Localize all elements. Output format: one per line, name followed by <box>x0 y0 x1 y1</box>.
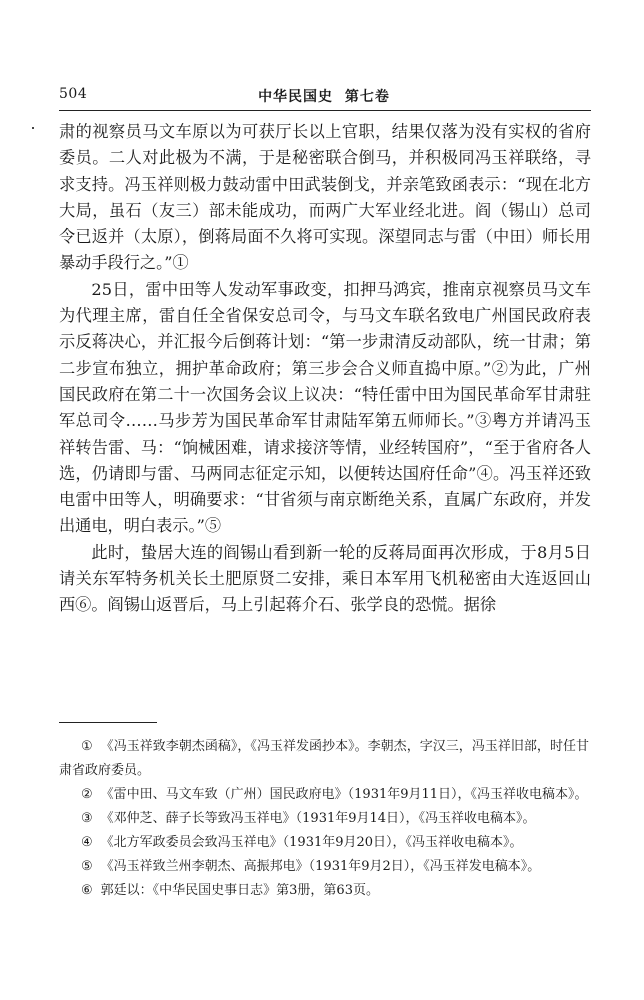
footnote <box>59 879 589 903</box>
footnote-mark: ⑤ <box>81 859 93 874</box>
footnote-text: 《冯玉祥致兰州李朝杰、高振邦电》（1931年9月2日），《冯玉祥发电稿本》。 <box>100 859 541 874</box>
footnote-text: 《北方军政委员会致冯玉祥电》（1931年9月20日），《冯玉祥收电稿本》。 <box>100 835 523 850</box>
footnote <box>59 807 589 831</box>
page-header <box>59 86 589 106</box>
footnote-mark: ⑥ <box>81 883 93 898</box>
footnote-separator <box>59 722 157 723</box>
footnote <box>59 783 589 807</box>
paragraph: 此时，蛰居大连的阎锡山看到新一轮的反蒋局面再次形成，于8月5日请关东军特务机关长土肥原贤二安排，乘日本军用飞机秘密由大连返回山西⑥。阎锡山返晋后，马上引起蒋介石、张学良的恐慌。据徐 <box>59 542 591 615</box>
paragraph: 25日，雷中田等人发动军事政变，扣押马鸿宾，推南京视察员马文车为代理主席，雷自任全省保安总司令，与马文车联名致电广州国民政府表示反蒋决心，并汇报今后倒蒋计划：“第一步肃清反动部队，统一甘肃；第二步宣布独立，拥护革命政府；第三步会合义师直捣中原。”②为此，广州国民政府在第二十一次国务会议上议决：“特任雷中田为国民革命军甘肃驻军总司令……马步芳为国民革命军甘肃陆军第五师师长。”③粤方并请冯玉祥转告雷、马：“饷械困难，请求接济等情，业经转国府”，“至于省府各人选，仍请即与雷、马两同志征定示知，以便转达国府任命”④。冯玉祥还致电雷中田等人，明确要求：“甘省须与南京断绝关系，直属广东政府，并发出通电，明白表示。”⑤ <box>59 279 591 536</box>
footnote <box>59 855 589 879</box>
running-title: 中华民国史 第七卷 <box>258 89 390 105</box>
footnote <box>59 831 589 855</box>
paragraph-continued: 肃的视察员马文车原以为可获厅长以上官职，结果仅落为没有实权的省府委员。二人对此极为不满，于是秘密联合倒马，并积极同冯玉祥联络，寻求支持。冯玉祥则极力鼓动雷中田武装倒戈，并亲笔致函表示：“现在北方大局，虽石（友三）部未能成功，而两广大军业经北进。阎（锡山）总司令已返并（太原），倒蒋局面不久将可实现。深望同志与雷（中田）师长用暴动手段行之。”① <box>59 122 591 273</box>
body-text <box>59 119 591 619</box>
page-number: 504 <box>59 86 88 102</box>
header-rule <box>59 110 591 111</box>
footnote-text: 郭廷以：《中华民国史事日志》第3册，第63页。 <box>100 883 379 898</box>
footnote-text: 《邓仲芝、薛子长等致冯玉祥电》（1931年9月14日），《冯玉祥收电稿本》。 <box>100 811 536 826</box>
footnote-mark: ④ <box>81 835 93 850</box>
footnote-mark: ② <box>81 787 93 802</box>
footnote-text: 《雷中田、马文车致（广州）国民政府电》（1931年9月11日），《冯玉祥收电稿本》。 <box>100 787 588 802</box>
footnotes <box>59 735 589 903</box>
footnote-text: 《冯玉祥致李朝杰函稿》，《冯玉祥发函抄本》。李朝杰，字汉三，冯玉祥旧部，时任甘肃省政府委员。 <box>59 739 589 778</box>
footnote-mark: ③ <box>81 811 93 826</box>
footnote-mark: ① <box>81 739 93 754</box>
footnote <box>59 735 589 783</box>
margin-dot <box>32 127 34 129</box>
